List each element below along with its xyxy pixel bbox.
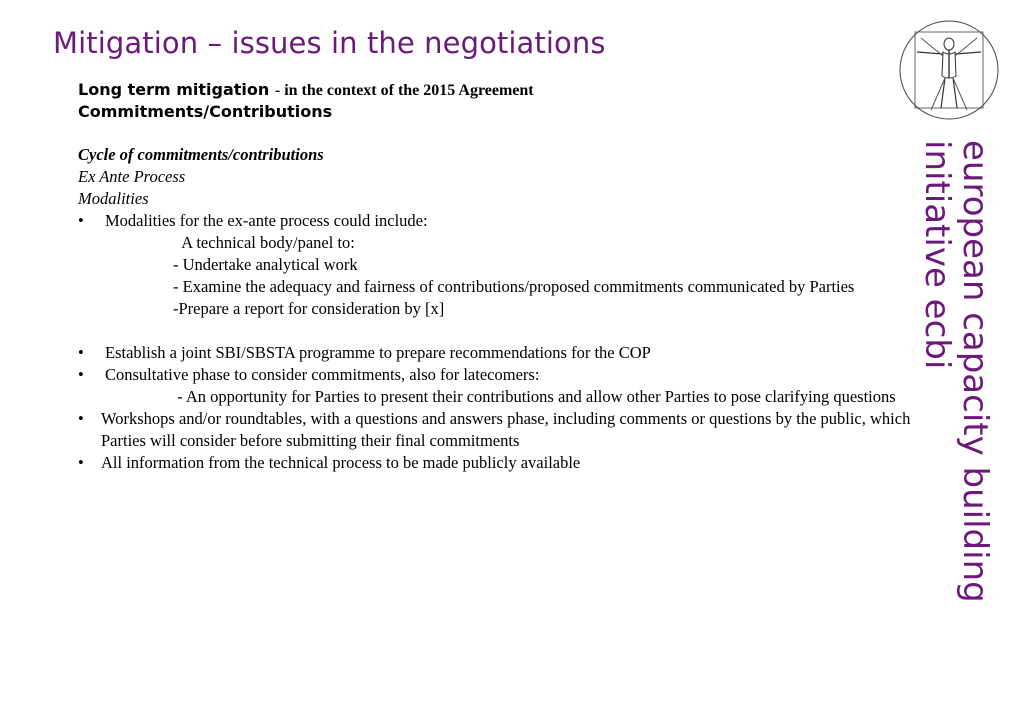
brand-vertical-text: [914, 140, 995, 603]
heading-exante: Ex Ante Process: [78, 167, 186, 186]
heading-cycle: Cycle of commitments/contributions: [78, 145, 324, 164]
slide-body: [78, 144, 918, 474]
bullet-text: Consultative phase to consider commitments, also for latecomers:: [105, 365, 540, 384]
brand-line-2: initiative ecbi: [917, 140, 957, 370]
subtitle-commitments: Commitments/Contributions: [78, 102, 333, 121]
list-item: [78, 210, 918, 232]
bullet-icon: •: [78, 365, 84, 384]
sub-item: - An opportunity for Parties to present their contributions and allow other Parties to pose clarifying questions: [173, 387, 896, 406]
subtitle-topic: Long term mitigation: [78, 80, 275, 99]
brand-line-1: european capacity building: [955, 140, 995, 603]
list-item: [78, 342, 918, 364]
bullet-icon: •: [78, 453, 84, 472]
sub-item: - Examine the adequacy and fairness of contributions/proposed commitments communicated by Parties: [173, 277, 855, 296]
bullet-text: Modalities for the ex-ante process could include:: [105, 211, 428, 230]
sub-item: A technical body/panel to:: [178, 233, 355, 252]
sub-item: -Prepare a report for consideration by [x]: [173, 299, 445, 318]
list-item: [78, 408, 918, 452]
bullet-icon: •: [78, 343, 84, 362]
bullet-text: Workshops and/or roundtables, with a questions and answers phase, including comments or questions by the public, which Parties will consider before submitting their final commitments: [101, 409, 911, 450]
slide-subtitle: [78, 79, 534, 122]
slide-title: Mitigation – issues in the negotiations: [53, 26, 606, 60]
bullet-text: Establish a joint SBI/SBSTA programme to prepare recommendations for the COP: [105, 343, 651, 362]
bullet-text: All information from the technical process to be made publicly available: [101, 453, 581, 472]
list-item: [78, 364, 918, 386]
vitruvian-man-icon: [897, 18, 1001, 122]
subtitle-context: - in the context of the 2015 Agreement: [274, 82, 534, 99]
list-item: [78, 452, 918, 474]
bullet-icon: •: [78, 211, 84, 230]
heading-modalities: Modalities: [78, 189, 149, 208]
bullet-icon: •: [78, 409, 84, 428]
sub-item: - Undertake analytical work: [173, 255, 358, 274]
